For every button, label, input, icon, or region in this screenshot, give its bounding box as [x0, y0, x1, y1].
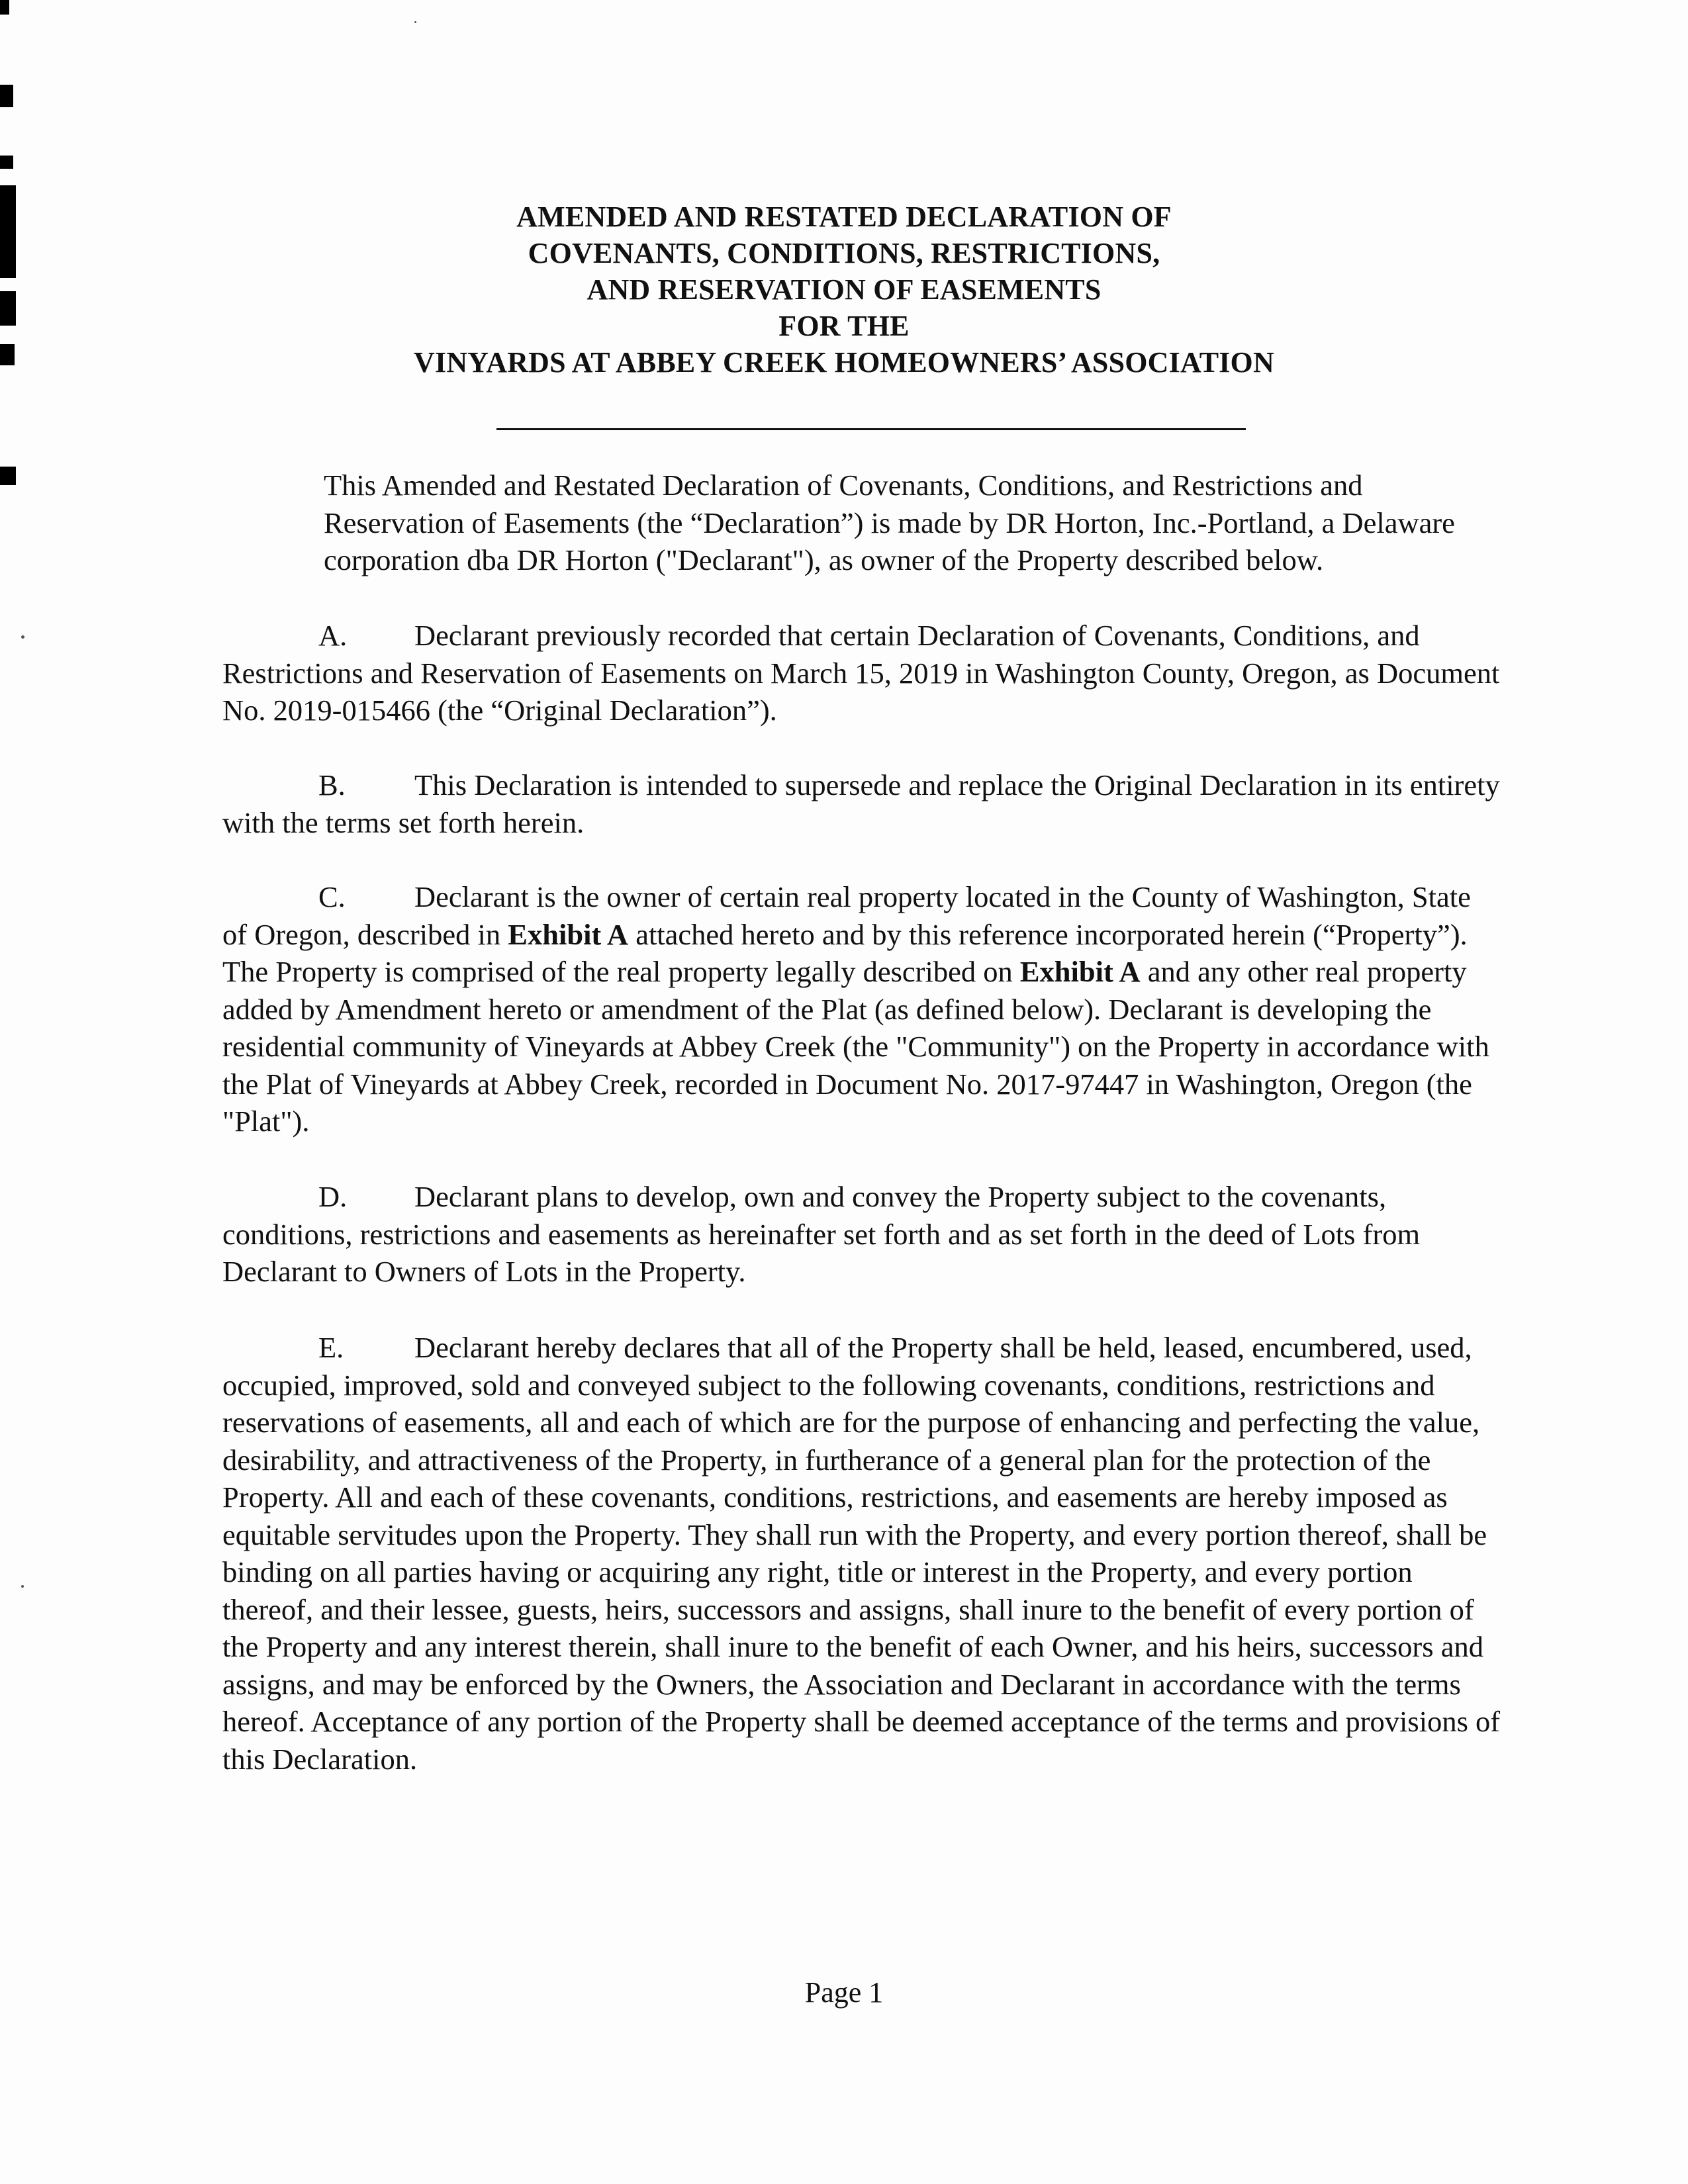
intro-text: This Amended and Restated Declaration of Covenants, Conditions, and Restrictions and Reservation of Easements (the “Declaration”) is made by DR Horton, Inc.-Portland, a Delaware corporation dba DR Horton ("Declarant"), as owner of the Property described below.	[324, 469, 1455, 576]
recital-b	[222, 766, 1503, 841]
intro-paragraph	[222, 467, 1503, 579]
recital-label: B.	[318, 768, 346, 801]
scan-speck	[21, 1585, 24, 1588]
exhibit-reference: Exhibit A	[508, 917, 629, 951]
recital-text: Declarant hereby declares that all of the Property shall be held, leased, encumbered, used, occupied, improved, sold and conveyed subject to the following covenants, conditions, restrictions and reservations of easements, all and each of which are for the purpose of enhancing and perfecting the value, desirability, and attractiveness of the Property, in furtherance of a general plan for the protection of the Property. All and each of these covenants, conditions, restrictions, and easements are hereby imposed as equitable servitudes upon the Property. They shall run with the Property, and every portion thereof, shall be binding on all parties having or acquiring any right, title or interest in the Property, and every portion thereof, and their lessee, guests, heirs, successors and assigns, shall inure to the benefit of every portion of the Property and any interest therein, shall inure to the benefit of each Owner, and his heirs, successors and assigns, and may be enforced by the Owners, the Association and Declarant in accordance with the terms hereof. Acceptance of any portion of the Property shall be deemed acceptance of the terms and provisions of this Declaration.	[222, 1331, 1501, 1776]
exhibit-reference: Exhibit A	[1019, 955, 1141, 988]
recital-text: This Declaration is intended to supersede and replace the Original Declaration in its entirety with the terms set forth herein.	[222, 768, 1500, 839]
recital-text: Declarant is the owner of certain real property located in the County of Washington, State of Oregon, described in	[222, 880, 1471, 951]
recital-d	[222, 1178, 1503, 1291]
title-line: FOR THE	[778, 310, 910, 342]
document-title	[0, 199, 1688, 381]
title-line: COVENANTS, CONDITIONS, RESTRICTIONS,	[528, 237, 1160, 269]
recital-label: D.	[318, 1180, 348, 1213]
scan-speck	[21, 635, 24, 639]
title-line: AND RESERVATION OF EASEMENTS	[586, 273, 1102, 306]
scan-artifact	[0, 156, 13, 169]
recital-c	[222, 878, 1503, 1140]
recital-a	[222, 617, 1503, 729]
page-number: Page 1	[804, 1976, 884, 2009]
recital-text: attached hereto and by this reference incorporated herein (“Property”). The Property is comprised of the real property legally described on	[222, 917, 1468, 988]
recital-text: Declarant plans to develop, own and convey the Property subject to the covenants, conditions, restrictions and easements as hereinafter set forth and as set forth in the deed of Lots from Declarant to Owners of Lots in the Property.	[222, 1180, 1421, 1288]
title-line: AMENDED AND RESTATED DECLARATION OF	[516, 201, 1172, 233]
recital-text: Declarant previously recorded that certain Declaration of Covenants, Conditions, and Restrictions and Reservation of Easements on March 15, 2019 in Washington County, Oregon, as Document No. 2019-015466 (the “Original Declaration”).	[222, 619, 1500, 727]
recital-label: A.	[318, 619, 348, 652]
scan-artifact	[0, 467, 16, 485]
scan-artifact	[0, 0, 9, 15]
recital-text: and any other real property added by Amendment hereto or amendment of the Plat (as defined below). Declarant is developing the residential community of Vineyards at Abbey Creek (the "Community") on the Property in accordance with the Plat of Vineyards at Abbey Creek, recorded in Document No. 2017-97447 in Washington, Oregon (the "Plat").	[222, 955, 1489, 1138]
title-divider	[496, 428, 1246, 430]
scan-speck	[414, 21, 416, 23]
recital-label: E.	[318, 1331, 344, 1364]
scan-artifact	[0, 85, 13, 107]
title-line: VINYARDS AT ABBEY CREEK HOMEOWNERS’ ASSOCIATION	[414, 346, 1274, 379]
recital-e	[222, 1329, 1503, 1778]
recital-label: C.	[318, 880, 346, 913]
